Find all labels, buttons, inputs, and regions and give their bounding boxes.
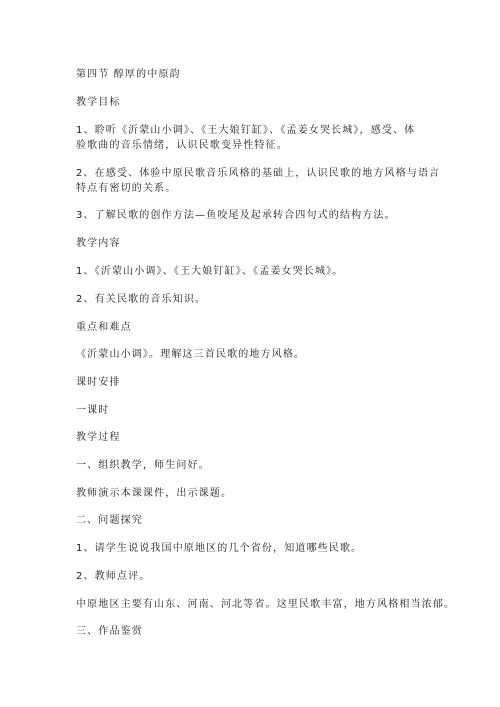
- heading-schedule: 课时安排: [76, 377, 121, 388]
- section-title: 第四节 醇厚的中原韵: [76, 69, 181, 80]
- process-step-3: 三、作品鉴赏: [76, 626, 143, 637]
- key-points-text: 《沂蒙山小调》。理解这三首民歌的地方风格。: [76, 349, 306, 360]
- goal-2-line-1: 2、在感受、体验中原民歌音乐风格的基础上，认识民歌的地方风格与语言: [76, 168, 441, 179]
- goal-2-line-2: 特点有密切的关系。: [76, 183, 177, 194]
- heading-process: 教学过程: [76, 432, 121, 443]
- goal-3: 3、了解民歌的创作方法—鱼咬尾及起承转合四句式的结构方法。: [76, 210, 396, 221]
- content-1: 1、《沂蒙山小调》、《王大娘钉缸》、《孟姜女哭长城》。: [76, 266, 344, 277]
- schedule-text: 一课时: [76, 405, 110, 416]
- process-step-2-item-2: 2、教师点评。: [76, 571, 151, 582]
- heading-key-points: 重点和难点: [76, 322, 132, 333]
- heading-teaching-goals: 教学目标: [76, 97, 121, 108]
- goal-1-line-2: 验歌曲的音乐情绪，认识民歌变异性特征。: [76, 140, 288, 151]
- process-step-2: 二、问题探究: [76, 515, 143, 526]
- process-step-2-item-1: 1、请学生说说我国中原地区的几个省份，知道哪些民歌。: [76, 543, 363, 554]
- goal-1-line-1: 1、聆听《沂蒙山小调》、《王大娘钉缸》、《孟姜女哭长城》，感受、体: [76, 125, 416, 136]
- central-plains-text: 中原地区主要有山东、河南、河北等省。这里民歌丰富，地方风格相当浓郁。: [76, 599, 456, 610]
- content-2: 2、有关民歌的音乐知识。: [76, 294, 207, 305]
- process-step-1-detail: 教师演示本课课件，出示课题。: [76, 488, 233, 499]
- heading-teaching-content: 教学内容: [76, 238, 121, 249]
- process-step-1: 一、组织教学，师生问好。: [76, 460, 210, 471]
